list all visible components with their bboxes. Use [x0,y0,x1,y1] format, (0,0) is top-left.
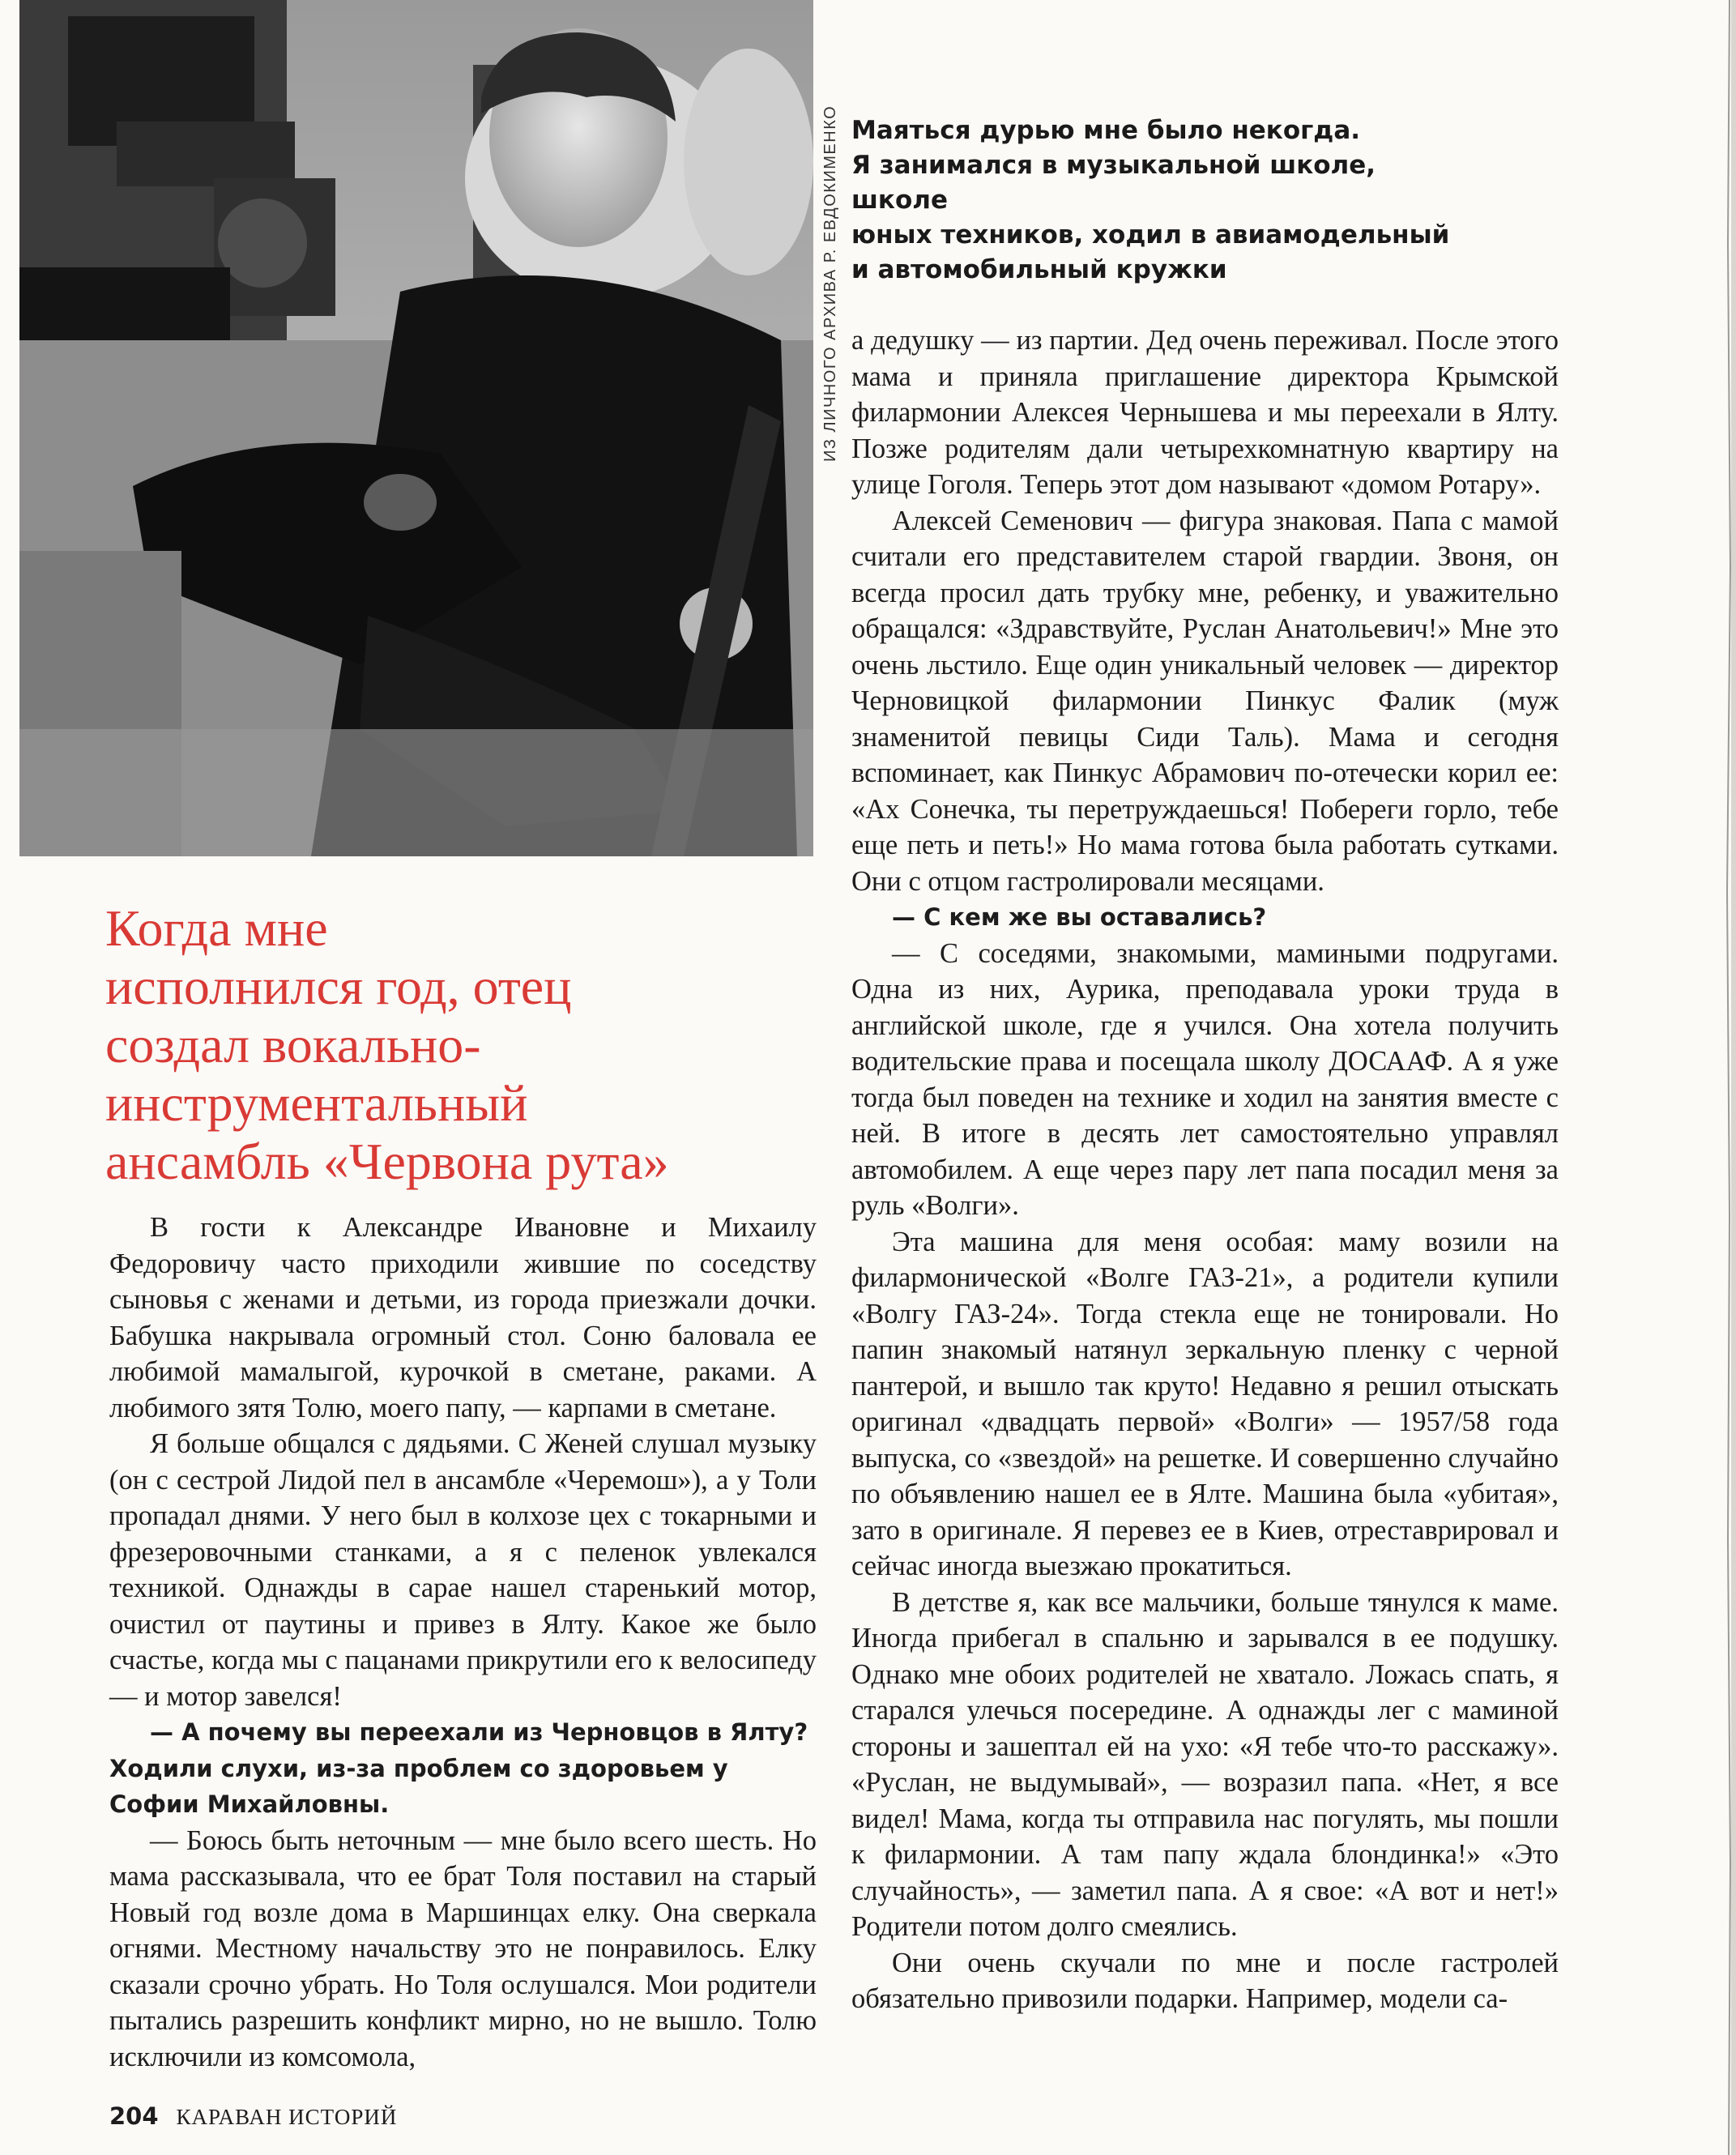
paragraph: В гости к Александре Ивановне и Михаилу Федоровичу часто приходили жившие по соседству сыновья с женами и детьми, из города приезжали дочки. Бабушка накрывала огромный стол. Соню баловала ее любимой мамалыгой, курочкой в сметане, раками. А любимого зятя Толю, моего папу, — карпами в сметане. [109,1212,817,1423]
headline-line: Когда мне [105,899,328,957]
page-number: 204 [109,2102,159,2130]
paragraph: Я больше общался с дядьями. С Женей слушал музыку (он с сестрой Лидой пел в ансамбле «Черемош»), а у Толи пропадал днями. У него был в колхозе цех с токарными и фрезеровочными станками, а я с пеленок увлекался техникой. Однажды в сарае нашел старенький мотор, очистил от паутины и привез в Ялту. Какое же было счастье, когда мы с пацанами прикрутили его к велосипеду — и мотор завелся! [109,1428,817,1712]
pull-quote-line: юных техников, ходил в авиамодельный [851,220,1450,250]
page-footer [109,2102,397,2135]
body-column-right [851,322,1559,2017]
paragraph: В детстве я, как все мальчики, больше тянулся к маме. Иногда прибегал в спальню и зарывался в ее подушку. Однако мне обоих родителей не хватало. Ложась спать, я старался улечься посередине. А однажды лег с маминой стороны и зашептал ей на ухо: «Я тебе что-то расскажу». «Руслан, не выдумывай», — возразил папа. «Нет, я все видел! Мама, когда ты отправила нас погулять, мы пошли к филармонии. А там папу ждала блондинка!» «Это случайность», — заметил папа. А я свое: «А вот и нет!» Родители потом долго смеялись. [851,1586,1559,1942]
photo-credit [818,105,842,883]
pull-quote-line: Я занимался в музыкальной школе, школе [851,151,1376,215]
headline-line: инструментальный [105,1074,528,1132]
page-edge-scan-artifact [1715,0,1736,2155]
pull-quote-line: Маяться дурью мне было некогда. [851,116,1361,145]
headline-line: ансамбль «Червона рута» [105,1133,669,1190]
headline [105,899,834,1191]
magazine-title: КАРАВАН ИСТОРИЙ [176,2105,398,2129]
paragraph: — С соседями, знакомыми, мамиными подругами. Одна из них, Аурика, преподавала уроки труда в английской школе, где я учился. Она хотела получить водительские права и посещала школу ДОСААФ. А я уже тогда был поведен на технике и ходил на занятия вместе с ней. В итоге в десять лет самостоятельно управлял автомобилем. А еще через пару лет папа посадил меня за руль «Волги». [851,937,1559,1221]
paragraph: а дедушку — из партии. Дед очень переживал. После этого мама и приняла приглашение директора Крымской филармонии Алексея Чернышева и мы переехали в Ялту. Позже родителям дали четырехкомнатную квартиру на улице Гоголя. Теперь этот дом называют «домом Ротару». [851,325,1559,500]
paragraph: Они очень скучали по мне и после гастролей обязательно привозили подарки. Например, модели са- [851,1947,1559,2014]
headline-line: исполнился год, отец [105,958,572,1015]
paragraph: Эта машина для меня особая: маму возили на филармонической «Волге ГАЗ-21», а родители купили «Волгу ГАЗ-24». Тогда стекла еще не тонировали. Но папин знакомый натянул зеркальную пленку с черной пантерой, и вышло так круто! Недавно я решил отыскать оригинал «двадцать первой» «Волги» — 1957/58 года выпуска, со «звездой» на решетке. И совершенно случайно по объявлению нашел ее в Ялте. Машина была «убитая», зато в оригинале. Я перевез ее в Киев, отреставрировал и сейчас иногда выезжаю прокатиться. [851,1226,1559,1581]
pull-quote-line: и автомобильный кружки [851,255,1227,284]
headline-line: создал вокально- [105,1016,481,1073]
photo-illustration [19,0,813,856]
body-column-left [109,1210,817,2075]
interview-question: — А почему вы переехали из Черновцов в Ялту? Ходили слухи, из-за проблем со здоровьем у Софии Михайловны. [109,1718,808,1818]
photo-credit-text: ИЗ ЛИЧНОГО АРХИВА Р. ЕВДОКИМЕНКО [821,105,839,462]
interview-question: — С кем же вы оставались? [892,903,1267,931]
paragraph: — Боюсь быть неточным — мне было всего шесть. Но мама рассказывала, что ее брат Толя поставил на старый Новый год возле дома в Маршинцах елку. Она сверкала огнями. Местному начальству это не понравилось. Елку сказали срочно убрать. Но Толя ослушался. Мои родители пытались разрешить конфликт мирно, но не вышло. Толю исключили из комсомола, [109,1824,817,2072]
pull-quote [851,113,1467,288]
paragraph: Алексей Семенович — фигура знаковая. Папа с мамой считали его представителем старой гвардии. Звоня, он всегда просил дать трубку мне, ребенку, и уважительно обращался: «Здравствуйте, Руслан Анатольевич!» Мне это очень льстило. Еще один уникальный человек — директор Черновицкой филармонии Пинкус Фалик (муж знаменитой певицы Сиди Таль). Мама и сегодня вспоминает, как Пинкус Абрамович по-отечески корил ее: «Ах Сонечка, ты перетруждаешься! Побереги горло, тебе еще петь и петь!» Но мама готова была работать сутками. Они с отцом гастролировали месяцами. [851,505,1559,897]
photo-boy-with-camera [19,0,813,856]
